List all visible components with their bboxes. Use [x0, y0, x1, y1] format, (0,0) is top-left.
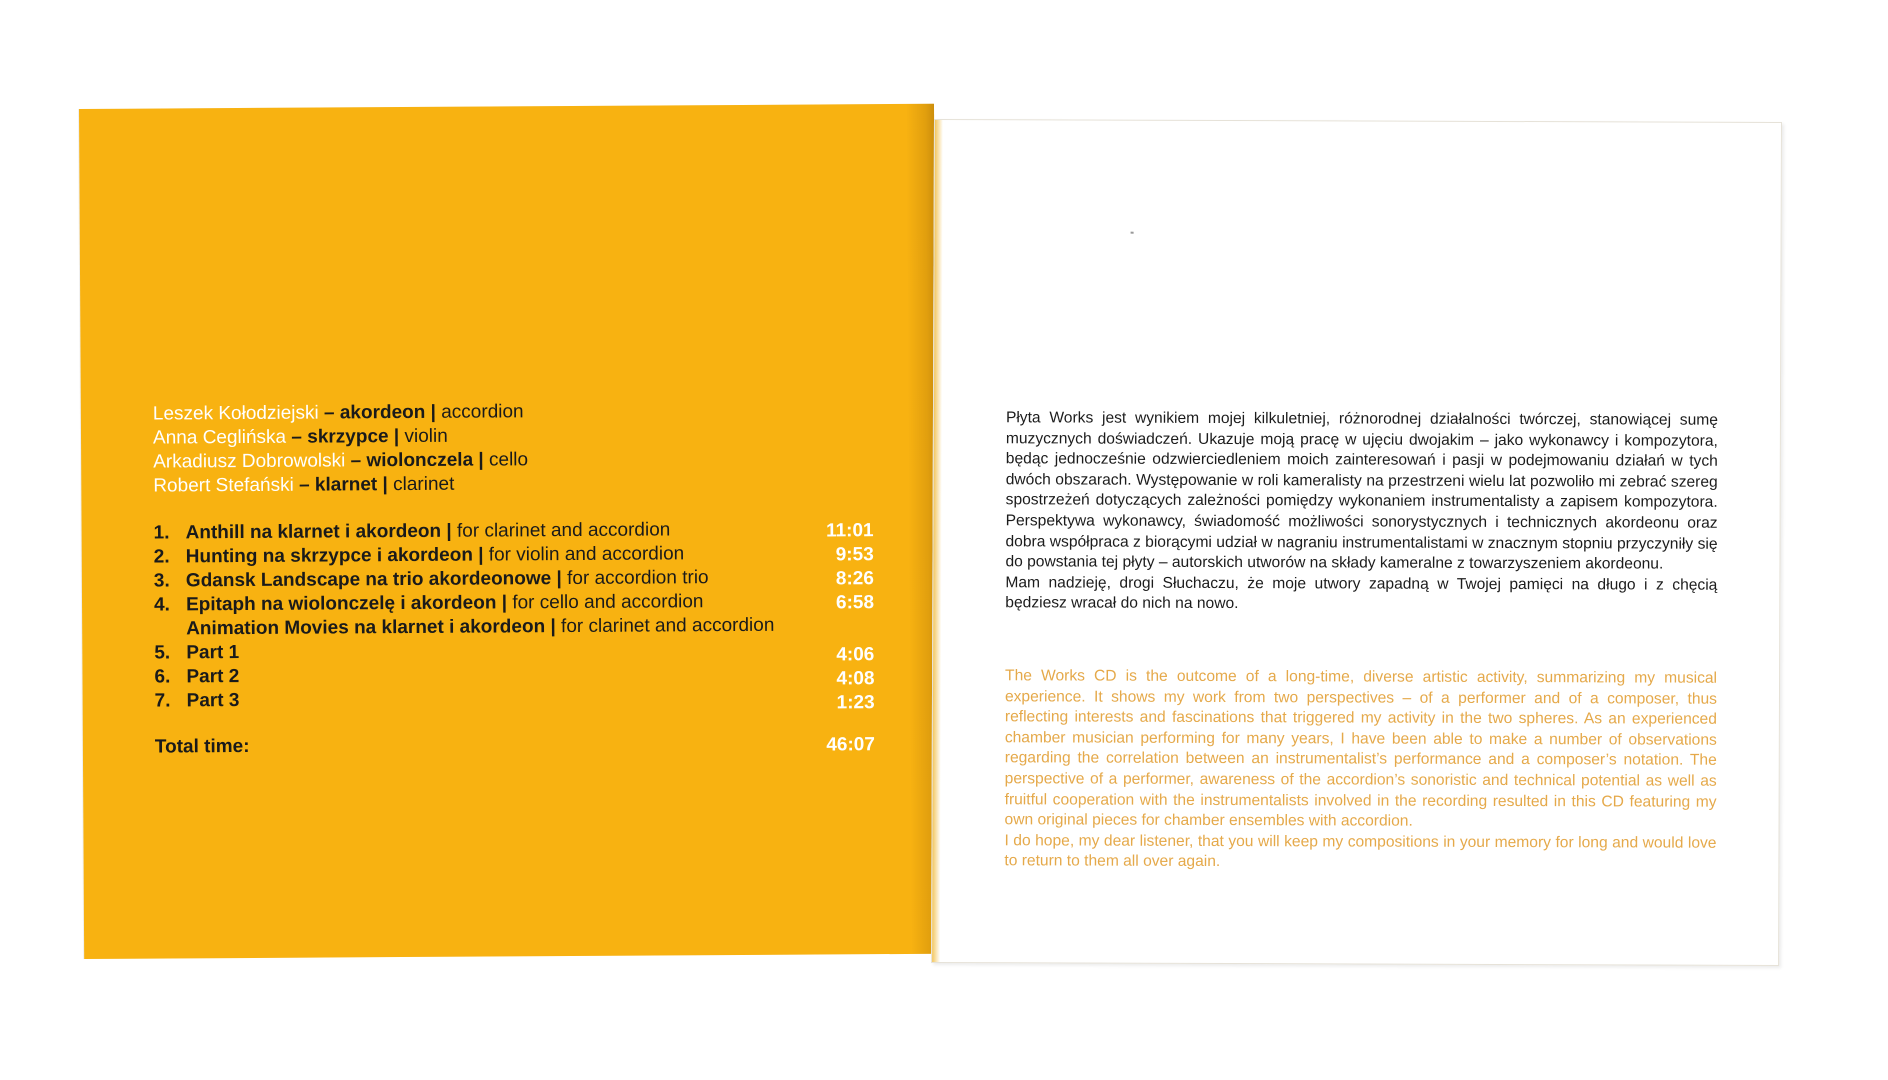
english-paragraph: The Works CD is the outcome of a long-time, diverse artistic activity, summarizing my musical experience. It shows my work from two perspectives – of a performer and of a composer, thus reflecting interests and fascinations that triggered my activity in the two spheres. As an experienced chamber musician performing for many years, I have been able to make a number of observations regarding the correlation between an instrumentalist’s performance and a composer’s notation. The perspective of a performer, awareness of the accordion’s sonoristic and technical potential as well as fruitful cooperation with the instrumentalists involved in the recording resulted in this CD featuring my own original pieces for chamber ensembles with accordion.: [1004, 667, 1718, 830]
musician-name: Leszek Kołodziejski: [152, 402, 319, 425]
track-number: 7.: [154, 690, 171, 712]
track-duration: 1:23: [836, 692, 875, 714]
polish-paragraph: Płyta Works jest wynikiem mojej kilkuletniej, różnorodnej działalności twórczej, stanowiącej sumę muzycznych doświadczeń. Ukazuje moją pracę w ujęciu dwojakim – jako wykonawcy i kompozytora, będąc jednocześnie odzwierciedleniem moich zainteresowań i pasji w podejmowaniu działań w tych dwóch obszarach. Występowanie w roli kameralisty na przestrzeni wielu lat pozwoliło mi zebrać szereg spostrzeżeń dotyczących zależności pomiędzy wykonaniem instrumentalisty a zapisem kompozytora. Perspektywa wykonawcy, świadomość możliwości sonorystycznych i technicznych akordeonu oraz dobra współpraca z biorącymi udział w nagraniu instrumentalistami w znacznym stopniu przyczyniły się do powstania tej płyty – autorskich utworów na składy kameralne z towarzyszeniem akordeonu.: [1005, 409, 1718, 573]
total-time-row: [154, 732, 875, 758]
track-title-pl: Part 1: [186, 642, 240, 664]
left-page: [79, 104, 939, 959]
track-title: [186, 543, 685, 568]
track-number: 4.: [153, 594, 170, 616]
total-time-label: Total time:: [154, 735, 250, 758]
musician-role: – klarnet |: [298, 474, 388, 496]
track-title-en: for violin and accordion: [483, 543, 685, 566]
musician-line: [153, 472, 528, 498]
musician-role-en: violin: [404, 425, 448, 448]
musician-name: Arkadiusz Dobrowolski: [153, 450, 346, 473]
track-title-pl: Hunting na skrzypce i akordeon |: [185, 544, 484, 568]
musician-name: Anna Ceglińska: [152, 426, 287, 449]
polish-description: [1005, 408, 1718, 616]
track-duration: 4:08: [836, 668, 875, 690]
track-number: 1.: [153, 522, 170, 544]
track-duration: 6:58: [835, 592, 875, 614]
track-number: 3.: [153, 570, 170, 592]
musician-role: – skrzypce |: [291, 426, 400, 448]
track-title-en: for clarinet and accordion: [555, 614, 775, 638]
musician-role-en: cello: [488, 449, 529, 471]
english-description: [1004, 666, 1717, 874]
track-title: [186, 567, 709, 592]
track-title: [186, 519, 671, 544]
musician-role: – wiolonczela |: [350, 449, 484, 472]
musician-role-en: clarinet: [393, 473, 455, 496]
track-title: [186, 615, 774, 641]
track-duration: 8:26: [835, 568, 874, 590]
print-speck: [1131, 232, 1134, 234]
track-title-pl: Part 3: [186, 690, 240, 712]
track-number: 5.: [154, 642, 171, 664]
track-title: [186, 591, 704, 616]
track-title-pl: Epitaph na wiolonczelę i akordeon |: [185, 592, 508, 616]
right-page: [931, 119, 1782, 966]
track-row: [155, 686, 875, 714]
total-time-value: 46:07: [826, 734, 875, 756]
musician-role-en: accordion: [441, 401, 524, 423]
track-number: 6.: [154, 666, 171, 688]
track-duration: 11:01: [825, 520, 874, 542]
track-title: [187, 690, 240, 712]
english-paragraph: I do hope, my dear listener, that you will keep my compositions in your memory for long and would love to return to them all over again.: [1004, 832, 1717, 871]
track-title: [186, 642, 239, 664]
track-title-pl: Gdansk Landscape na trio akordeonowe |: [185, 568, 562, 592]
track-title-pl: Part 2: [186, 666, 240, 688]
track-title-pl: Animation Movies na klarnet i akordeon |: [186, 616, 556, 640]
musician-role: – akordeon |: [323, 401, 436, 424]
musician-name: Robert Stefański: [153, 474, 294, 497]
track-title-en: for accordion trio: [561, 567, 709, 590]
track-title: [186, 666, 239, 688]
musicians-list: [153, 400, 528, 498]
musician-line: [153, 400, 528, 426]
musician-line: [153, 448, 528, 474]
musician-line: [153, 424, 528, 450]
track-title-en: for cello and accordion: [506, 591, 704, 614]
track-list: [153, 518, 875, 714]
track-duration: 4:06: [836, 644, 875, 666]
track-duration: 9:53: [835, 544, 874, 566]
track-title-pl: Anthill na klarnet i akordeon |: [185, 520, 452, 544]
polish-paragraph: Mam nadzieję, drogi Słuchaczu, że moje utwory zapadną w Twojej pamięci na długo i z chęcią będziesz wracał do nich na nowo.: [1005, 574, 1718, 613]
track-title-en: for clarinet and accordion: [451, 519, 671, 542]
track-number: 2.: [153, 546, 170, 568]
